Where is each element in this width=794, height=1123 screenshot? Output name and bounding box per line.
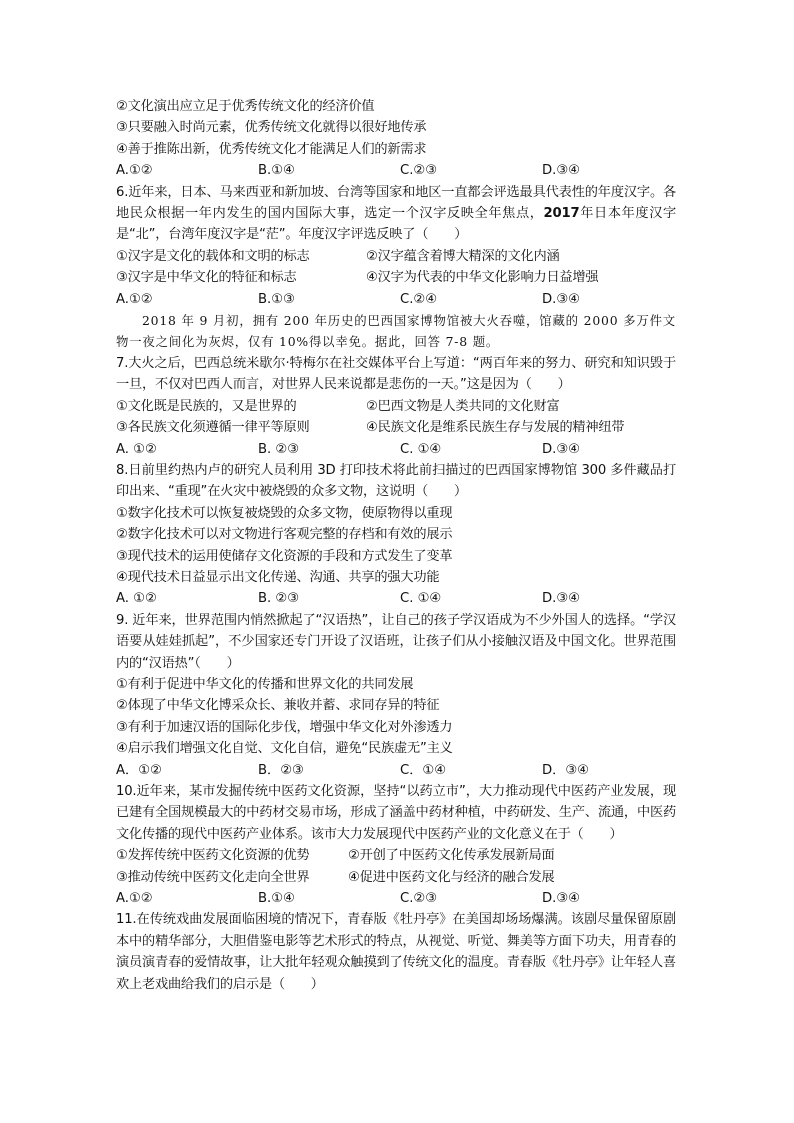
q8-option-b: B. ②③ (258, 591, 300, 607)
q5-option-a: A.①② (116, 163, 153, 179)
q11-stem: 11.在传统戏曲发展面临困境的情况下，青春版《牡丹亭》在美国却场场爆满。该剧尽量保留原剧本中的精华部分，大胆借鉴电影等艺术形式的特点，从视觉、听觉、舞美等方面下功夫，用青春的演员演青春的爱情故事，让大批年轻观众触摸到了传统文化的温度。青春版《牡丹亭》让年轻人喜欢上老戏曲给我们的启示是（ ） (116, 912, 676, 992)
q7-option-b: B. ②③ (258, 441, 300, 457)
q8-option-a: A. ①② (116, 591, 157, 607)
q5-statement-2: ②文化演出应立足于优秀传统文化的经济价值 (116, 99, 375, 114)
q5-statement-4: ④善于推陈出新，优秀传统文化才能满足人们的新需求 (116, 141, 427, 157)
q10-stem: 10.近年来，某市发掘传统中医药文化资源，坚持“以药立市”，大力推动现代中医药产业发展，现已建有全国规模最大的中药材交易市场，形成了涵盖中药材种植，中药研发、生产、流通，中医药文化传播的现代中医药产业体系。该市大力发展现代中医药产业的文化意义在于（ ） (116, 784, 676, 842)
q8-option-d: D.③④ (542, 591, 580, 607)
q9-statement-4: ④启示我们增强文化自觉、文化自信，避免“民族虚无”主义 (116, 741, 453, 757)
q10-options (116, 888, 676, 909)
q6-statement-4: ④汉字为代表的中华文化影响力日益增强 (366, 270, 599, 286)
q7-statement-2: ②巴西文物是人类共同的文化财富 (366, 398, 560, 414)
q10-option-d: D.③④ (542, 891, 580, 907)
q8-statement-1: ①数字化技术可以恢复被烧毁的众多文物，使原物得以重现 (116, 505, 453, 521)
q7-stem: 7.大火之后，巴西总统米歇尔·特梅尔在社交媒体平台上写道：“两百年来的努力、研究和知识毁于一旦，不仅对巴西人而言，对世界人民来说都是悲伤的一天。”这是因为（ ） (116, 355, 676, 393)
q5-options (116, 160, 676, 181)
q6-stem-part-b: 年日本年度汉字是“北”，台湾年度汉字是“茫”。年度汉字评选反映了（ ） (116, 206, 676, 243)
q9-options (116, 760, 676, 781)
reading-material: 2018 年 9 月初，拥有 200 年历史的巴西国家博物馆被大火吞噬，馆藏的 2000 多万件文物一夜之间化为灰烬，仅有 10%得以幸免。据此，回答 7-8 题。 (116, 313, 676, 350)
page-content (116, 96, 676, 995)
q5-option-b: B.①④ (258, 163, 295, 179)
q8-statement-2: ②数字化技术可以对文物进行客观完整的存档和有效的展示 (116, 527, 453, 543)
q6-option-a: A.①② (116, 291, 153, 307)
q6-statement-1: ①汉字是文化的载体和文明的标志 (116, 248, 310, 264)
q9-option-d: D．③④ (542, 762, 589, 778)
q7-statements-row-1 (116, 396, 676, 417)
q7-option-d: D.③④ (542, 441, 580, 457)
q7-options (116, 439, 676, 460)
q9-option-b: B．②③ (258, 762, 304, 778)
q7-option-c: C. ①④ (400, 441, 442, 457)
q10-statement-1: ①发挥传统中医药文化资源的优势 (116, 848, 310, 864)
q6-statements-row-1 (116, 246, 676, 267)
q8-stem: 8.日前里约热内卢的研究人员利用 3D 打印技术将此前扫描过的巴西国家博物馆 300 多件藏品打印出来、“重现”在火灾中被烧毁的众多文物，这说明（ ） (116, 462, 676, 500)
q10-statements-row-2 (116, 867, 676, 888)
q7-statement-4: ④民族文化是维系民族生存与发展的精神纽带 (366, 420, 625, 436)
q6-option-d: D.③④ (542, 291, 580, 307)
q6-options (116, 289, 676, 310)
q6-statement-3: ③汉字是中华文化的特征和标志 (116, 270, 297, 286)
q8-option-c: C. ①④ (400, 591, 442, 607)
q5-option-c: C.②③ (400, 163, 438, 179)
q10-statement-4: ④促进中医药文化与经济的融合发展 (348, 869, 555, 885)
q7-statement-1: ①文化既是民族的，又是世界的 (116, 398, 297, 414)
q7-option-a: A. ①② (116, 441, 157, 457)
q9-statement-2: ②体现了中华文化博采众长、兼收并蓄、求同存异的特征 (116, 698, 440, 714)
q6-stem-year: 2017 (543, 206, 580, 222)
q6-statement-2: ②汉字蕴含着博大精深的文化内涵 (366, 248, 560, 264)
q6-option-c: C.②④ (400, 291, 438, 307)
q8-statement-3: ③现代技术的运用使储存文化资源的手段和方式发生了变革 (116, 548, 453, 564)
q7-statement-3: ③各民族文化须遵循一律平等原则 (116, 420, 310, 436)
q8-statement-4: ④现代技术日益显示出文化传递、沟通、共享的强大功能 (116, 569, 440, 585)
q9-statement-3: ③有利于加速汉语的国际化步伐，增强中华文化对外渗透力 (116, 719, 453, 735)
q9-stem: 9. 近年来，世界范围内悄然掀起了“汉语热”，让自己的孩子学汉语成为不少外国人的选择。“学汉语要从娃娃抓起”，不少国家还专门开设了汉语班，让孩子们从小接触汉语及中国文化。世界范围内的“汉语热”（ ） (116, 612, 676, 671)
q9-statement-1: ①有利于促进中华文化的传播和世界文化的共同发展 (116, 676, 414, 692)
q6-stem (116, 182, 676, 246)
q8-options (116, 588, 676, 609)
q10-statements-row-1 (116, 845, 676, 866)
q10-statement-3: ③推动传统中医药文化走向全世界 (116, 869, 310, 885)
q10-option-a: A.①② (116, 891, 153, 907)
q7-statements-row-2 (116, 417, 676, 438)
q6-option-b: B.①③ (258, 291, 295, 307)
q9-option-a: A．①② (116, 762, 162, 778)
q5-option-d: D.③④ (542, 163, 580, 179)
q10-statement-2: ②开创了中医药文化传承发展新局面 (348, 848, 555, 864)
q5-statement-3: ③只要融入时尚元素，优秀传统文化就得以很好地传承 (116, 120, 427, 136)
q6-stem-part-a: 6.近年来，日本、马来西亚和新加坡、台湾等国家和地区一直都会评选最具代表性的年度汉字。各地民众根据一年内发生的国内国际大事，选定一个汉字反映全年焦点， (116, 184, 676, 222)
q10-option-b: B.①④ (258, 891, 295, 907)
q9-option-c: C．①④ (400, 762, 447, 778)
q10-option-c: C.②③ (400, 891, 438, 907)
q6-statements-row-2 (116, 267, 676, 288)
